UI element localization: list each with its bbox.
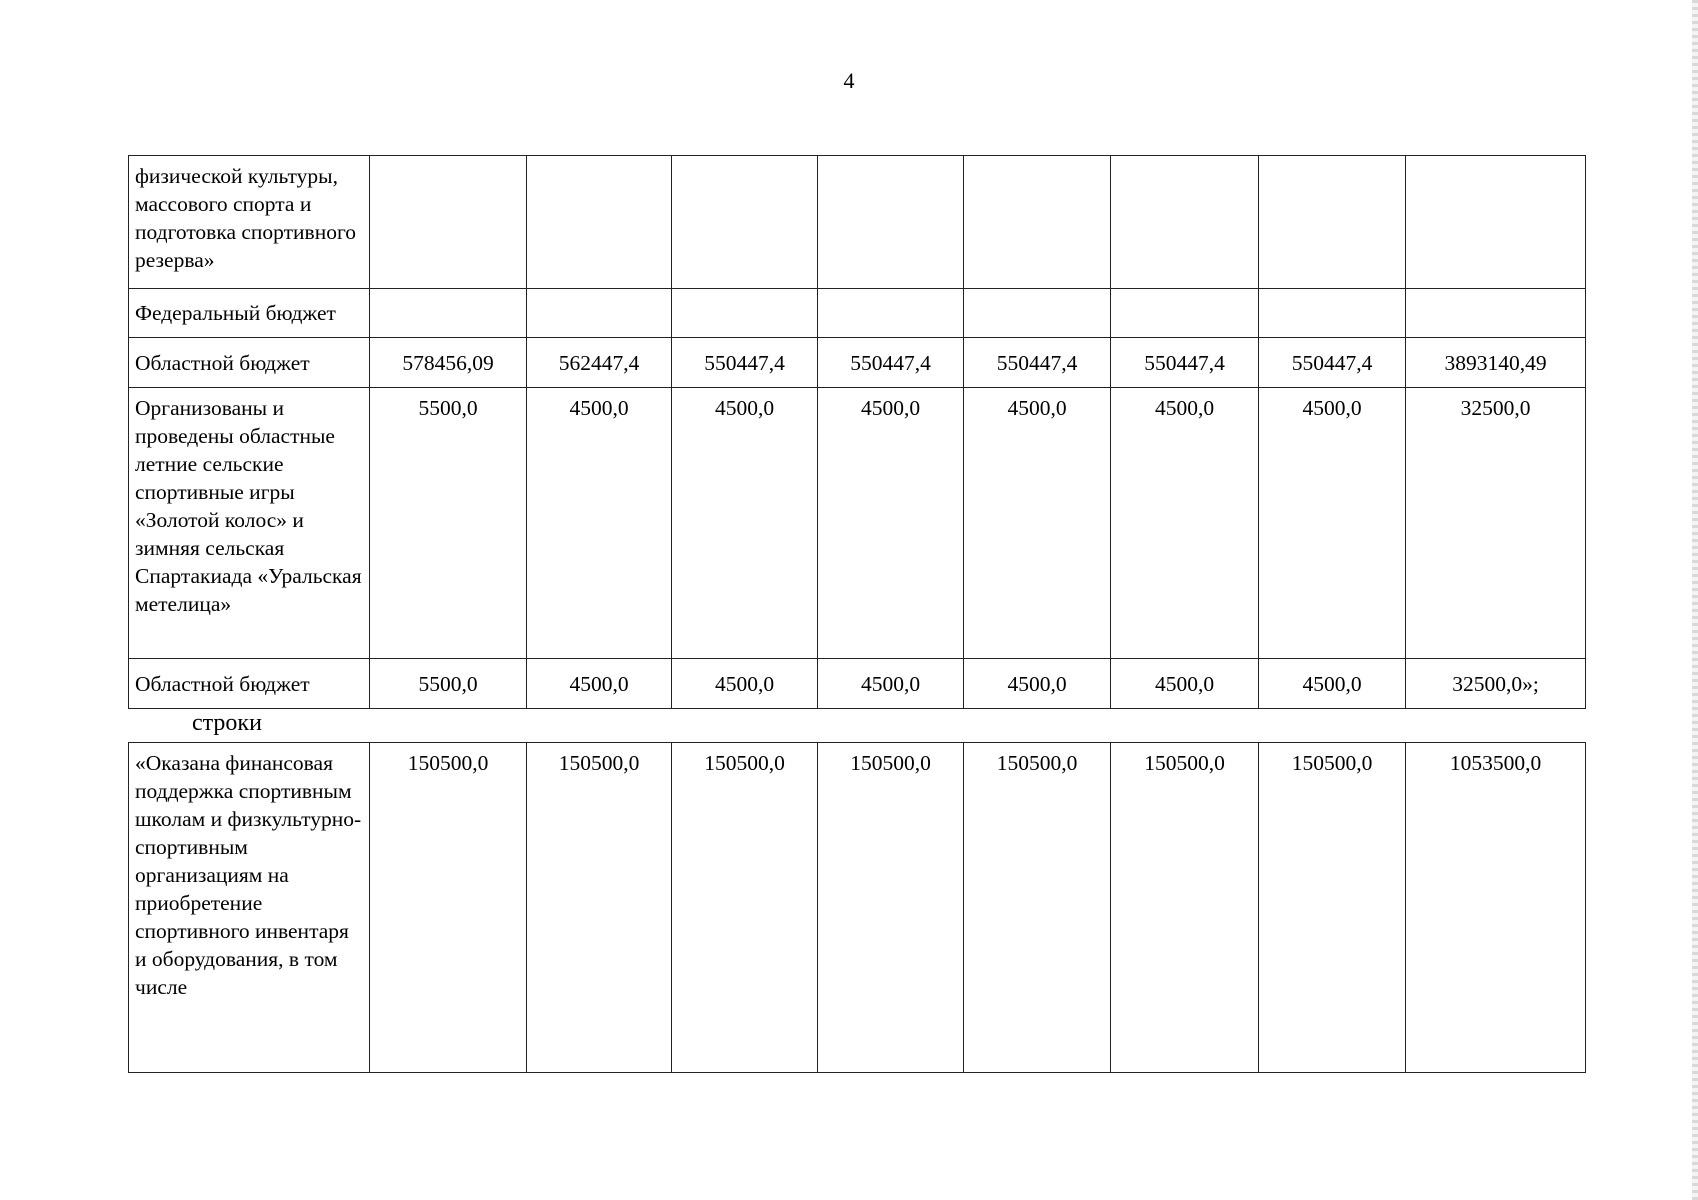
table-cell: 4500,0 bbox=[964, 659, 1111, 709]
table-cell: 578456,09 bbox=[370, 338, 527, 388]
table-cell: 3893140,49 bbox=[1406, 338, 1586, 388]
scan-edge bbox=[1692, 0, 1698, 1200]
table-cell bbox=[1406, 156, 1586, 289]
table-cell bbox=[964, 156, 1111, 289]
table-cell: 150500,0 bbox=[818, 743, 964, 1073]
row-label: физической культуры, массового спорта и подготовка спортивного резерва» bbox=[129, 156, 370, 289]
table-cell bbox=[672, 289, 818, 338]
table-cell: 550447,4 bbox=[672, 338, 818, 388]
table-cell: 550447,4 bbox=[1111, 338, 1259, 388]
table-cell: 4500,0 bbox=[964, 388, 1111, 659]
table-row bbox=[129, 743, 1586, 1073]
table-cell bbox=[818, 289, 964, 338]
table-cell: 5500,0 bbox=[370, 659, 527, 709]
table-cell: 4500,0 bbox=[1111, 388, 1259, 659]
table-cell: 550447,4 bbox=[818, 338, 964, 388]
table-cell: 4500,0 bbox=[527, 388, 672, 659]
table-cell: 550447,4 bbox=[964, 338, 1111, 388]
table-cell: 4500,0 bbox=[672, 659, 818, 709]
table-cell bbox=[527, 156, 672, 289]
table-cell: 32500,0 bbox=[1406, 388, 1586, 659]
table-cell: 562447,4 bbox=[527, 338, 672, 388]
table-cell: 4500,0 bbox=[527, 659, 672, 709]
table-cell: 150500,0 bbox=[1111, 743, 1259, 1073]
table-cell bbox=[527, 289, 672, 338]
page-number: 4 bbox=[843, 68, 855, 93]
table-row bbox=[129, 289, 1586, 338]
table-cell bbox=[1259, 156, 1406, 289]
table-cell: 4500,0 bbox=[1259, 659, 1406, 709]
table-cell: 150500,0 bbox=[672, 743, 818, 1073]
table-cell: 4500,0 bbox=[672, 388, 818, 659]
table-cell bbox=[1111, 156, 1259, 289]
table-row bbox=[129, 156, 1586, 289]
table-row bbox=[129, 338, 1586, 388]
support-table bbox=[128, 742, 1586, 1073]
table-row bbox=[129, 388, 1586, 659]
table-cell: 550447,4 bbox=[1259, 338, 1406, 388]
table-cell: 150500,0 bbox=[527, 743, 672, 1073]
table-cell bbox=[370, 156, 527, 289]
table-cell: 32500,0»; bbox=[1406, 659, 1586, 709]
table-cell: 150500,0 bbox=[964, 743, 1111, 1073]
table-cell: 4500,0 bbox=[818, 659, 964, 709]
budget-table bbox=[128, 155, 1586, 709]
table-cell: 1053500,0 bbox=[1406, 743, 1586, 1073]
section-caption: строки bbox=[192, 710, 262, 736]
table-cell: 150500,0 bbox=[370, 743, 527, 1073]
table-cell bbox=[672, 156, 818, 289]
table-cell: 4500,0 bbox=[1111, 659, 1259, 709]
table-cell bbox=[370, 289, 527, 338]
row-label: «Оказана финансовая поддержка спортивным школам и физкультурно-спортивным организациям на приобретение спортивного инвентаря и оборудования, в том числе bbox=[129, 743, 370, 1073]
table-cell bbox=[1406, 289, 1586, 338]
table-cell bbox=[818, 156, 964, 289]
table-cell bbox=[1111, 289, 1259, 338]
table-cell: 150500,0 bbox=[1259, 743, 1406, 1073]
table-cell bbox=[1259, 289, 1406, 338]
table-cell: 4500,0 bbox=[1259, 388, 1406, 659]
table-row bbox=[129, 659, 1586, 709]
table-cell: 4500,0 bbox=[818, 388, 964, 659]
row-label: Областной бюджет bbox=[129, 338, 370, 388]
table-cell bbox=[964, 289, 1111, 338]
row-label: Областной бюджет bbox=[129, 659, 370, 709]
table-cell: 5500,0 bbox=[370, 388, 527, 659]
row-label: Организованы и проведены областные летние сельские спортивные игры «Золотой колос» и зимняя сельская Спартакиада «Уральская метелица» bbox=[129, 388, 370, 659]
row-label: Федеральный бюджет bbox=[129, 289, 370, 338]
